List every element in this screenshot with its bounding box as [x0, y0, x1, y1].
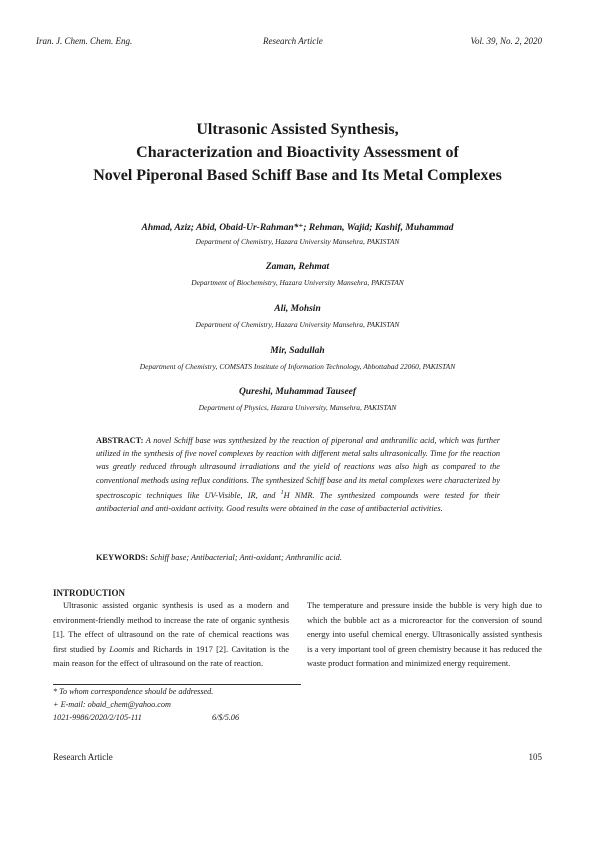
- intro-col1-text-a: Ultrasonic assisted organic synthesis is used as a modern and environment-friendly method to increase the rate of organic synthesis [1]. The effect of ultrasound on the rate of chemical reactions was first studied by: [53, 601, 289, 654]
- author-group-1: Ahmad, Aziz; Abid, Obaid-Ur-Rahman*⁺; Rehman, Wajid; Kashif, Muhammad: [141, 223, 454, 233]
- affiliation-1: Department of Chemistry, Hazara University Mansehra, PAKISTAN: [195, 237, 400, 246]
- title-line-1: Ultrasonic Assisted Synthesis,: [196, 121, 399, 138]
- affiliation-3: Department of Chemistry, Hazara University Mansehra, PAKISTAN: [195, 320, 400, 329]
- footer-article-type: Research Article: [53, 752, 113, 762]
- abstract-text-b: H NMR. The synthesized compounds were tested for their antibacterial and anti-oxidant activity. Good results were obtained in the case of antibacterial activities.: [96, 490, 500, 513]
- keywords-label: KEYWORDS:: [96, 553, 149, 562]
- keywords-text: Schiff base; Antibacterial; Anti-oxidant; Anthranilic acid.: [148, 553, 342, 562]
- footnote-email: + E-mail: obaid_chem@yahoo.com: [53, 700, 171, 709]
- footnote-price: 6/$/5.06: [212, 713, 240, 722]
- section-heading-introduction: INTRODUCTION: [53, 588, 126, 598]
- intro-column-left: [53, 599, 289, 672]
- intro-col2-text: The temperature and pressure inside the bubble is very high due to which the bubble act as a microreactor for the conversion of sound energy into useful chemical energy. Ultrasonically assisted synthesis is a very important tool of green chemistry because it has reduced the waste product formation and minimized energy requirement.: [307, 601, 542, 668]
- intro-col1-italic: Loomis: [109, 644, 134, 654]
- author-group-3: Ali, Mohsin: [274, 304, 321, 314]
- affiliation-2: Department of Biochemistry, Hazara University Mansehra, PAKISTAN: [191, 278, 404, 287]
- intro-col1-text-b: and Richards in 1917 [2]. Cavitation is the main reason for the effect of ultrasound on the rate of reaction.: [53, 644, 289, 668]
- abstract: [96, 434, 500, 515]
- volume-info: Vol. 39, No. 2, 2020: [470, 36, 542, 46]
- journal-name: Iran. J. Chem. Chem. Eng.: [36, 36, 133, 46]
- abstract-text-a: A novel Schiff base was synthesized by the reaction of piperonal and anthranilic acid, which was further utilized in the synthesis of five novel complexes by reaction with different metal salts ultrasonically. Time for the reaction was greatly reduced through ultrasound irradiations and the yield of reactions was also high as compared to the conventional methods using reflux conditions. The synthesized Schiff base and its metal complexes were characterized by spectroscopic techniques like UV-Visible, IR, and: [96, 436, 500, 500]
- keywords: [96, 553, 500, 562]
- footnote-issn: 1021-9986/2020/2/105-111: [53, 713, 142, 722]
- footnote-correspondence: * To whom correspondence should be addressed.: [53, 687, 214, 696]
- author-group-5: Qureshi, Muhammad Tauseef: [238, 387, 357, 397]
- title-line-3: Novel Piperonal Based Schiff Base and Its Metal Complexes: [93, 167, 502, 184]
- abstract-label: ABSTRACT:: [96, 436, 144, 445]
- page-number: 105: [528, 752, 542, 762]
- footnote-rule: [53, 684, 301, 685]
- title-line-2: Characterization and Bioactivity Assessment of: [136, 144, 459, 161]
- nmr-superscript: 1: [280, 489, 284, 496]
- article-type: Research Article: [263, 36, 323, 46]
- intro-column-right: [307, 599, 542, 672]
- affiliation-5: Department of Physics, Hazara University, Mansehra, PAKISTAN: [198, 403, 397, 412]
- author-group-2: Zaman, Rehmat: [265, 262, 330, 272]
- affiliation-4: Department of Chemistry, COMSATS Institute of Information Technology, Abbottabad 22060, PAKISTAN: [139, 362, 456, 371]
- paper-title: [0, 118, 595, 187]
- author-group-4: Mir, Sadullah: [270, 346, 325, 356]
